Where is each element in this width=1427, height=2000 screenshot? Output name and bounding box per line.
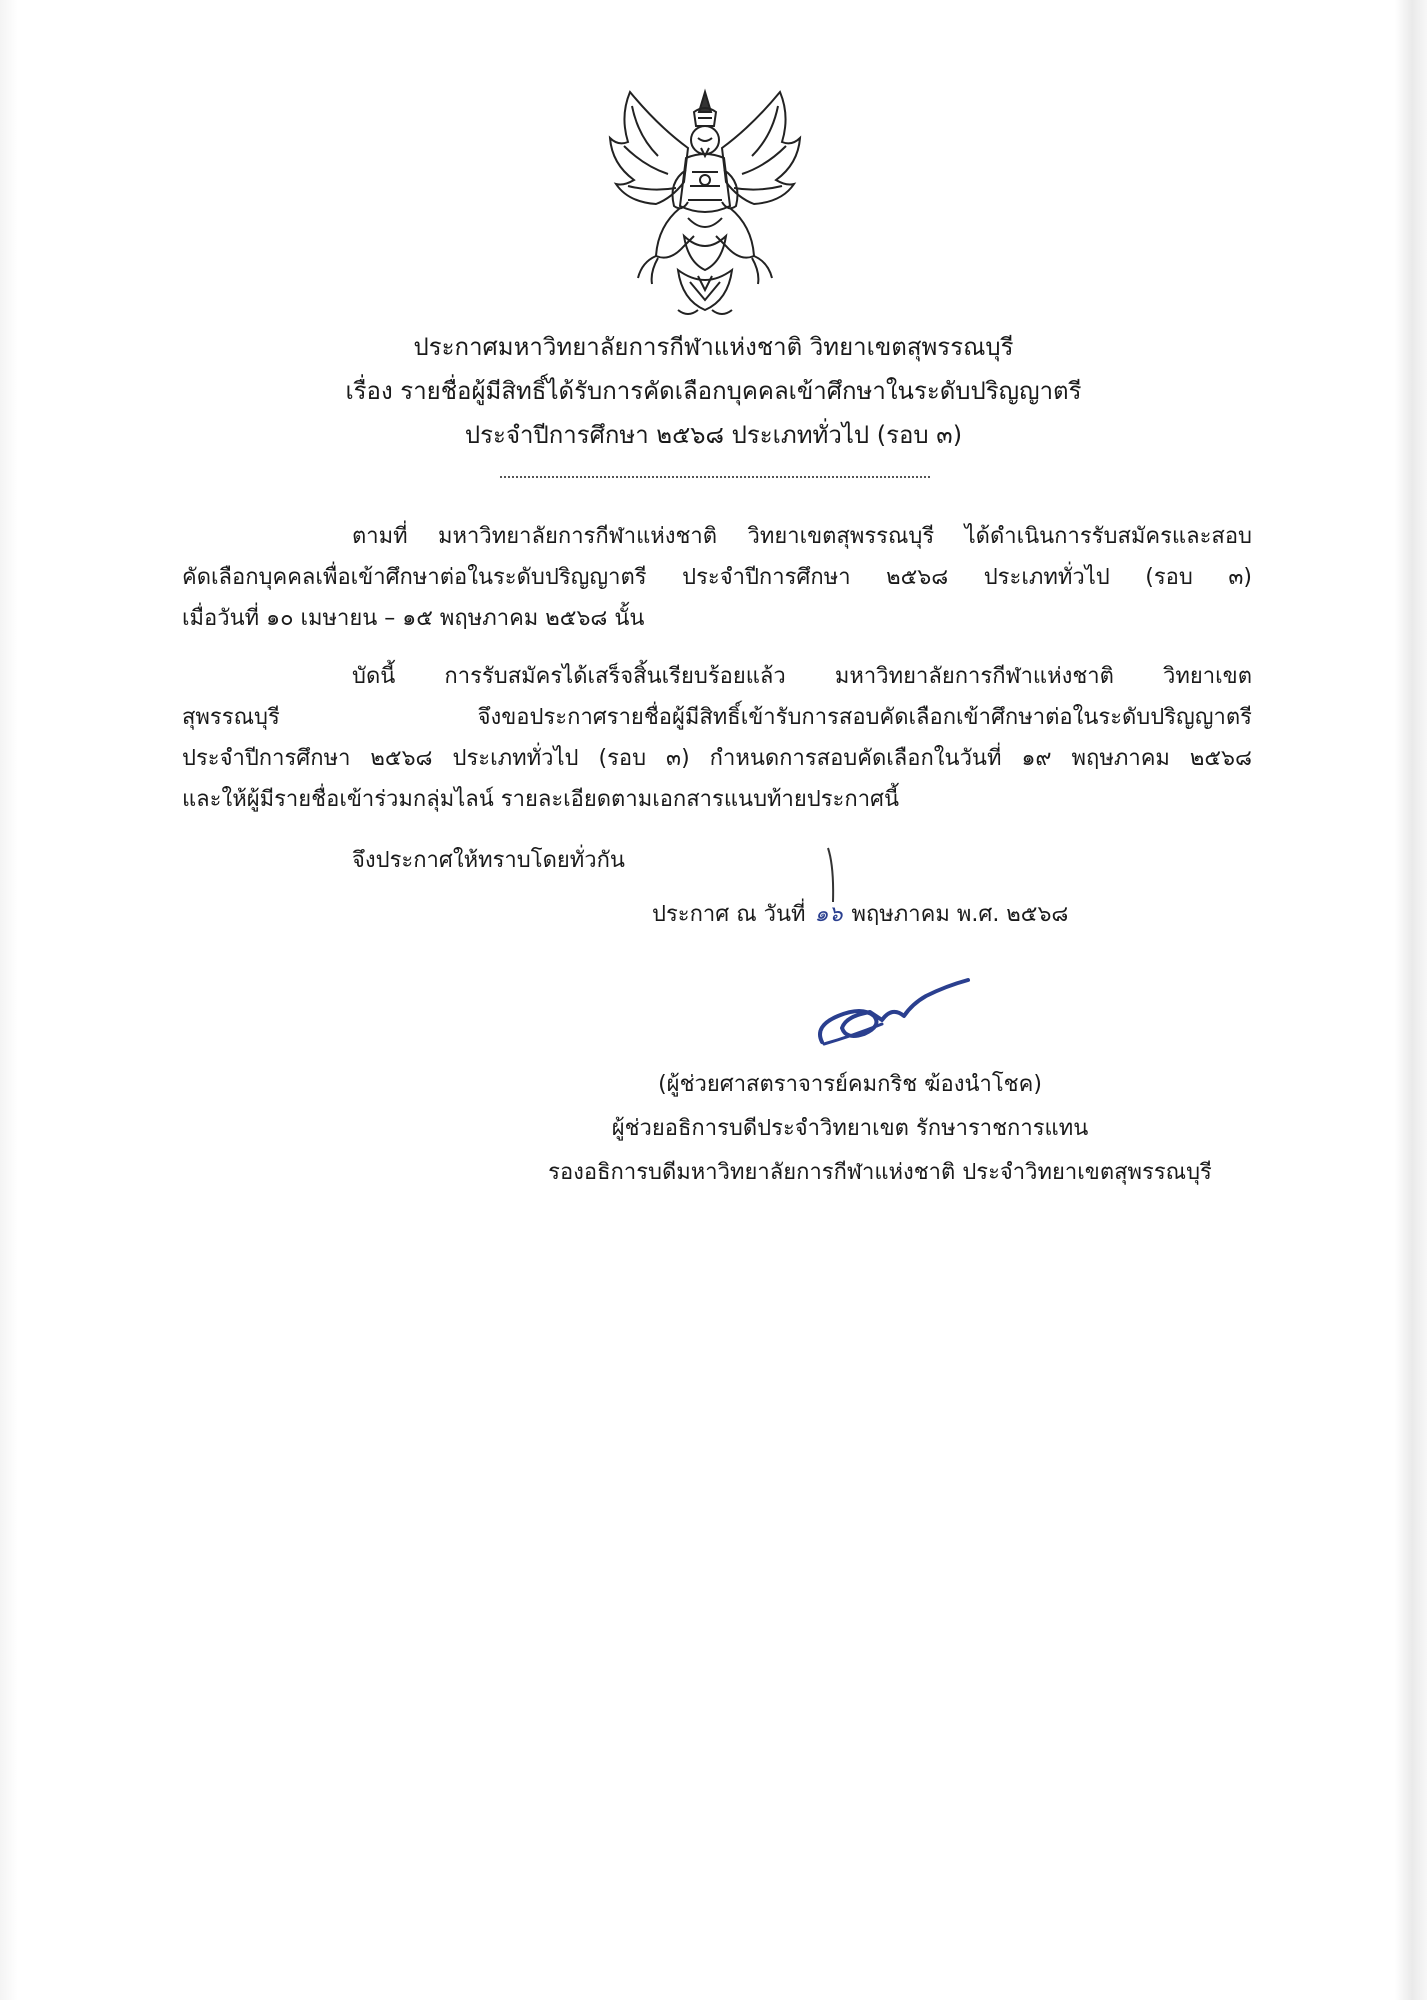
announcement-date — [652, 898, 1068, 932]
announcement-academic-year: ประจำปีการศึกษา ๒๕๖๘ ประเภททั่วไป (รอบ ๓) — [464, 421, 963, 449]
handwritten-tick-icon — [824, 846, 844, 906]
announcement-title: ประกาศมหาวิทยาลัยการกีฬาแห่งชาติ วิทยาเขตสุพรรณบุรี — [413, 333, 1014, 361]
announcement-subject: เรื่อง รายชื่อผู้มีสิทธิ์ได้รับการคัดเลือกบุคคลเข้าศึกษาในระดับปริญญาตรี — [345, 377, 1082, 405]
garuda-emblem-icon — [598, 86, 812, 322]
paragraph-2-line-3: ประจำปีการศึกษา ๒๕๖๘ ประเภททั่วไป (รอบ ๓) กำหนดการสอบคัดเลือกในวันที่ ๑๙ พฤษภาคม ๒๕๖๘ — [182, 746, 1252, 771]
paragraph-1-line-3: เมื่อวันที่ ๑๐ เมษายน – ๑๕ พฤษภาคม ๒๕๖๘ นั้น — [182, 606, 645, 631]
date-day-handwritten: ๑๖ — [814, 902, 843, 927]
signatory-name: (ผู้ช่วยศาสตราจารย์คมกริช ฆ้องนำโชค) — [658, 1072, 1042, 1097]
paragraph-1-line-1: ตามที่ มหาวิทยาลัยการกีฬาแห่งชาติ วิทยาเขตสุพรรณบุรี ได้ดำเนินการรับสมัครและสอบ — [352, 524, 1252, 549]
handwritten-signature — [812, 976, 972, 1052]
date-prefix: ประกาศ ณ วันที่ — [652, 902, 806, 927]
signatory-position-1: ผู้ช่วยอธิการบดีประจำวิทยาเขต รักษาราชการแทน — [611, 1116, 1089, 1141]
paragraph-1 — [182, 516, 1252, 639]
paragraph-1-line-2: คัดเลือกบุคคลเพื่อเข้าศึกษาต่อในระดับปริญญาตรี ประจำปีการศึกษา ๒๕๖๘ ประเภททั่วไป (รอบ ๓) — [182, 565, 1252, 590]
paragraph-2 — [182, 656, 1252, 820]
closing-statement: จึงประกาศให้ทราบโดยทั่วกัน — [352, 848, 625, 873]
paragraph-2-line-2: สุพรรณบุรี จึงขอประกาศรายชื่อผู้มีสิทธิ์เข้ารับการสอบคัดเลือกเข้าศึกษาต่อในระดับปริญญาตรี — [182, 705, 1252, 730]
dotted-divider — [500, 476, 930, 478]
date-suffix: พฤษภาคม พ.ศ. ๒๕๖๘ — [851, 902, 1069, 927]
paragraph-2-line-4: และให้ผู้มีรายชื่อเข้าร่วมกลุ่มไลน์ รายละเอียดตามเอกสารแนบท้ายประกาศนี้ — [182, 787, 900, 812]
paragraph-2-line-1: บัดนี้ การรับสมัครได้เสร็จสิ้นเรียบร้อยแล้ว มหาวิทยาลัยการกีฬาแห่งชาติ วิทยาเขต — [352, 664, 1252, 689]
signatory-position-2: รองอธิการบดีมหาวิทยาลัยการกีฬาแห่งชาติ ประจำวิทยาเขตสุพรรณบุรี — [548, 1160, 1212, 1185]
